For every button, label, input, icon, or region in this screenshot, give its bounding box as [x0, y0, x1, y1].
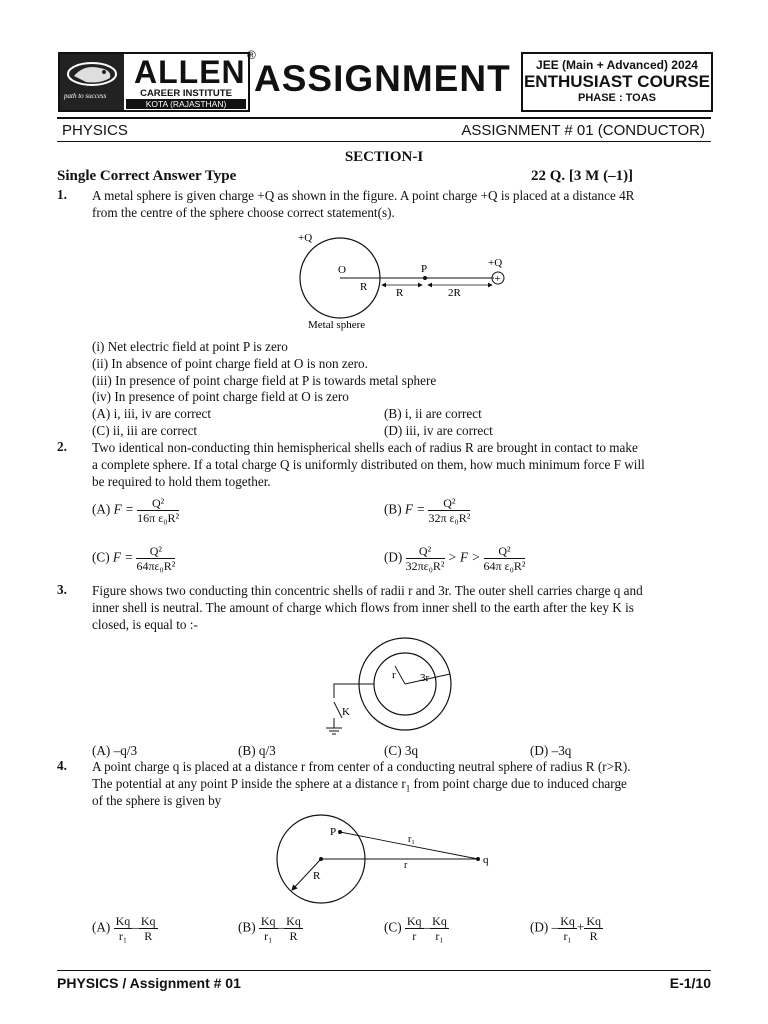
q4-a-label: (A)	[92, 919, 111, 935]
q2-option-a	[92, 496, 179, 525]
label-r: r	[404, 860, 408, 871]
q2-b-den: 32π ε₀R²	[428, 511, 471, 525]
q4-option-b	[238, 914, 303, 943]
q4-d-label: (D)	[530, 919, 549, 935]
q2-c-den: 64πε₀R²	[136, 559, 176, 573]
allen-logo	[58, 52, 250, 112]
logo-brand: ALLEN	[134, 54, 246, 90]
q3-number: 3.	[57, 582, 67, 597]
q4-c-d2: r₁	[435, 929, 444, 943]
section-title: SECTION-I	[344, 149, 424, 165]
q4-b-d2: R	[289, 929, 298, 943]
q2-option-d	[384, 544, 525, 573]
q4-figure	[270, 812, 500, 912]
q4-a-n1: Kq	[115, 914, 131, 928]
q3-figure	[320, 636, 470, 740]
q4-d-n1: Kq	[560, 914, 575, 928]
point-p-dot	[423, 276, 427, 280]
q4-b-n1: Kq	[260, 914, 276, 928]
q2-d-num2: Q²	[484, 544, 526, 559]
label-q: q	[483, 854, 489, 866]
q3-text-line1: Figure shows two conducting thin concentric shells of radii r and 3r. The outer shell carries charge q and	[92, 583, 643, 598]
q4-c-op: –	[423, 919, 431, 935]
q2-c-lhs: F =	[112, 549, 134, 565]
q1-statement-4: (iv) In presence of point charge field at O is zero	[92, 389, 349, 404]
q1-option-c: (C) ii, iii are correct	[92, 423, 198, 438]
q4-option-d	[530, 914, 603, 943]
answer-type: Single Correct Answer Type	[57, 168, 237, 184]
header-rule-bottom	[57, 141, 711, 142]
q4-c-d1: r	[412, 929, 417, 943]
q4-c-n2: Kq	[432, 914, 447, 928]
assignment-title: ASSIGNMENT	[254, 58, 511, 99]
q4-number: 4.	[57, 758, 67, 773]
q4-text-line2-sub: 1	[405, 783, 411, 794]
q4-c-n1: Kq	[406, 914, 422, 928]
header-rule-top	[57, 117, 711, 119]
q3-option-d: (D) –3q	[530, 743, 572, 758]
wire-top	[334, 684, 374, 698]
radius-r-line	[395, 666, 405, 684]
q2-number: 2.	[57, 439, 67, 454]
q4-a-d1: r₁	[118, 929, 128, 943]
label-r3: 2R	[448, 287, 461, 299]
q1-text-line2: from the centre of the sphere choose correct statement(s).	[92, 205, 395, 220]
q2-d-num1: Q²	[406, 544, 445, 559]
footer-page: E-1/10	[669, 975, 711, 991]
plus-sign: +	[494, 273, 501, 285]
q4-text-line2a: The potential at any point P inside the sphere at a distance r	[92, 776, 406, 791]
q3-text-line2: inner shell is neutral. The amount of charge which flows from inner shell to the earth after the key K is	[92, 600, 634, 615]
footer-left: PHYSICS / Assignment # 01	[57, 975, 241, 991]
course-box	[521, 52, 713, 112]
q1-option-b: (B) i, ii are correct	[384, 406, 482, 421]
tiger-emblem-icon	[60, 54, 124, 94]
q2-a-lhs: F =	[113, 501, 134, 517]
label-k: K	[342, 706, 350, 718]
q4-d-d1: r₁	[563, 929, 572, 943]
q1-option-a: (A) i, iii, iv are correct	[92, 406, 211, 421]
q2-d-label: (D)	[384, 549, 403, 565]
q1-option-d: (D) iii, iv are correct	[384, 423, 493, 438]
q3-option-c: (C) 3q	[384, 743, 419, 758]
q4-option-c	[384, 914, 449, 943]
q4-d-d2: R	[589, 929, 598, 943]
q2-d-mid: > F >	[447, 549, 481, 565]
q4-d-op: +	[576, 919, 585, 935]
q2-text-line1: Two identical non-conducting thin hemispherical shells each of radius R are brought in contact to make	[92, 440, 638, 455]
label-3r: 3r	[420, 672, 430, 684]
q2-c-num: Q²	[136, 544, 175, 559]
q4-b-op: –	[277, 919, 285, 935]
label-R: R	[313, 870, 321, 882]
course-line: ENTHUSIAST COURSE	[523, 72, 711, 91]
q1-statement-2: (ii) In absence of point charge field at O is non zero.	[92, 356, 368, 371]
q4-b-n2: Kq	[286, 914, 301, 928]
q2-b-num: Q²	[428, 496, 470, 511]
q1-statement-3: (iii) In presence of point charge field at P is towards metal sphere	[92, 373, 437, 388]
label-r1: R	[360, 281, 368, 293]
label-r2: R	[396, 287, 404, 299]
assignment-label: ASSIGNMENT # 01 (CONDUCTOR)	[461, 122, 705, 139]
q4-text-line1: A point charge q is placed at a distance r from center of a conducting neutral sphere of radius R (r>R).	[92, 759, 631, 774]
key-k-switch	[334, 702, 342, 718]
q1-number: 1.	[57, 187, 67, 202]
label-p: P	[421, 263, 428, 275]
q4-text-line3: of the sphere is given by	[92, 793, 222, 808]
q4-text-line2b: from point charge due to induced charge	[410, 776, 627, 791]
q4-b-label: (B)	[238, 919, 256, 935]
q2-a-num: Q²	[137, 496, 179, 511]
q2-b-lhs: F =	[404, 501, 426, 517]
q3-option-b: (B) q/3	[238, 743, 276, 758]
label-r1: r₁	[408, 834, 415, 845]
q4-a-d2: R	[144, 929, 153, 943]
q4-d-n2: Kq	[586, 914, 601, 928]
q2-text-line3: be required to hold them together.	[92, 474, 271, 489]
q2-a-label: (A)	[92, 501, 111, 517]
logo-tagline: path to success	[64, 92, 107, 100]
q1-text-line1: A metal sphere is given charge +Q as shown in the figure. A point charge +Q is placed at a distance 4R	[92, 188, 635, 203]
q4-option-a	[92, 914, 158, 943]
q4-b-d1: r₁	[264, 929, 273, 943]
q1-figure	[290, 225, 520, 335]
q4-d-pre: –	[551, 919, 559, 935]
q4-a-n2: Kq	[140, 914, 156, 928]
q2-option-b	[384, 496, 470, 525]
registered-mark: ®	[247, 48, 256, 62]
label-charge-left: +Q	[298, 232, 313, 244]
q1-statement-1: (i) Net electric field at point P is zero	[92, 339, 288, 354]
q2-c-label: (C)	[92, 549, 110, 565]
jee-line: JEE (Main + Advanced) 2024	[536, 58, 698, 72]
logo-city: KOTA (RAJASTHAN)	[126, 99, 246, 109]
q2-text-line2: a complete sphere. If a total charge Q is uniformly distributed on them, how much minimum force F will	[92, 457, 645, 472]
label-charge-right: +Q	[488, 257, 503, 269]
phase-line: PHASE : TOAS	[577, 92, 657, 104]
figure-caption: Metal sphere	[308, 319, 366, 331]
q2-a-den: 16π ε₀R²	[137, 511, 180, 525]
logo-sub: CAREER INSTITUTE	[140, 88, 232, 99]
q2-d-den2: 64π ε₀R²	[483, 559, 526, 573]
footer-rule	[57, 970, 711, 971]
label-r: r	[392, 669, 396, 681]
q3-text-line3: closed, is equal to :-	[92, 617, 198, 632]
q2-option-c	[92, 544, 175, 573]
q2-d-den1: 32πε₀R²	[405, 559, 445, 573]
marks-scheme: 22 Q. [3 M (–1)]	[531, 168, 634, 184]
label-p: P	[330, 826, 337, 838]
label-o: O	[338, 264, 346, 276]
q4-c-label: (C)	[384, 919, 402, 935]
logo-emblem	[60, 54, 124, 110]
q4-a-op: –	[132, 919, 139, 935]
q3-option-a: (A) –q/3	[92, 743, 138, 758]
subject-label: PHYSICS	[62, 122, 128, 139]
q2-b-label: (B)	[384, 501, 402, 517]
